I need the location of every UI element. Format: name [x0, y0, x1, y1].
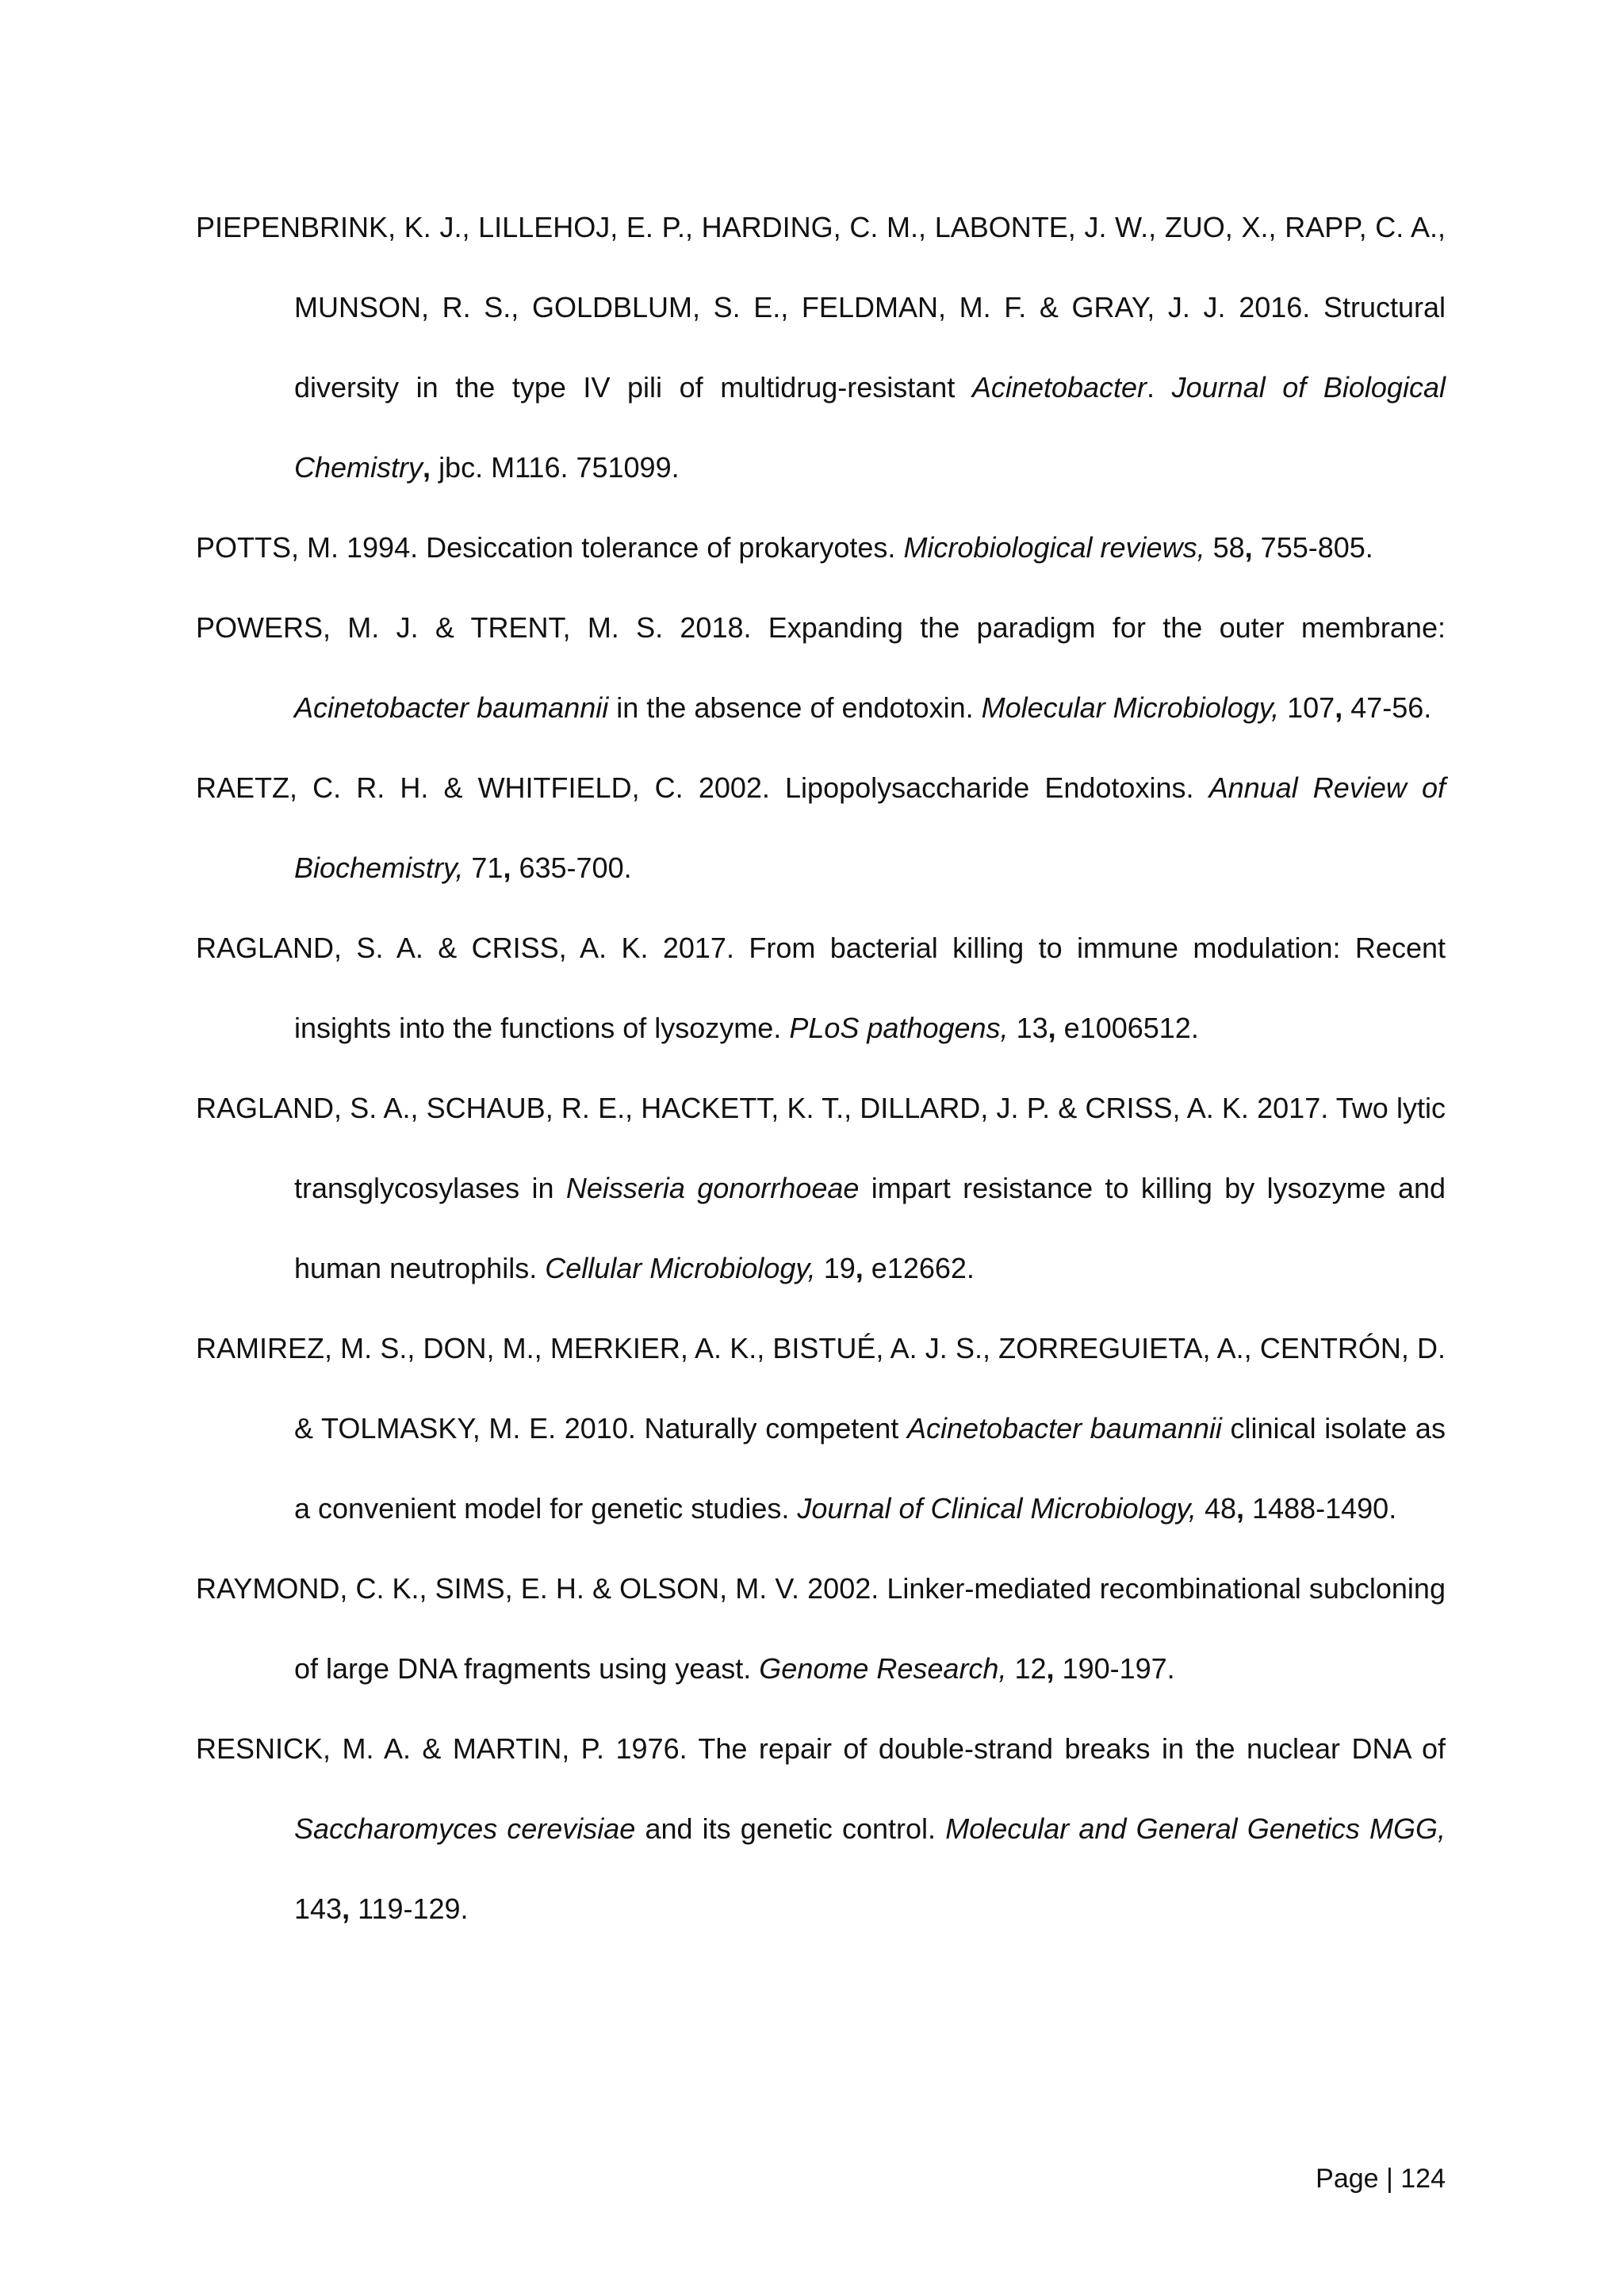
reference-comma: ,	[1335, 691, 1343, 724]
reference-title: Structural diversity in the type IV pili of multidrug-resistant	[294, 291, 1446, 404]
reference-pages: 755-805.	[1260, 531, 1373, 564]
reference-title-italic: Neisseria gonorrhoeae	[565, 1172, 860, 1204]
reference-volume: 48	[1204, 1492, 1236, 1525]
reference-authors: RAGLAND, S. A., SCHAUB, R. E., HACKETT, K. T., DILLARD, J. P. & CRISS, A. K.	[196, 1092, 1249, 1124]
reference-pages: 1488-1490.	[1252, 1492, 1397, 1525]
reference-title-italic: Saccharomyces cerevisiae	[294, 1812, 636, 1845]
reference-title-italic: Acinetobacter baumannii	[906, 1412, 1222, 1445]
reference-entry	[196, 187, 1446, 507]
reference-journal: Cellular Microbiology,	[545, 1252, 816, 1284]
reference-comma: ,	[1236, 1492, 1245, 1525]
reference-year: 2016.	[1239, 291, 1311, 323]
reference-entry	[196, 1548, 1446, 1709]
reference-journal: Molecular and General Genetics MGG,	[945, 1812, 1446, 1845]
reference-journal: Molecular Microbiology,	[981, 691, 1280, 724]
reference-volume: 71	[471, 851, 504, 884]
reference-title-end: impart resistance to killing by lysozyme and human neutrophils.	[294, 1172, 1446, 1284]
reference-authors: RAGLAND, S. A. & CRISS, A. K.	[196, 932, 649, 964]
reference-entry	[196, 1709, 1446, 1949]
reference-comma: ,	[1244, 531, 1253, 564]
reference-year: 1976.	[615, 1732, 688, 1765]
reference-comma: ,	[503, 851, 511, 884]
reference-title-end: and its genetic control.	[645, 1812, 936, 1845]
reference-authors: RESNICK, M. A. & MARTIN, P.	[196, 1732, 605, 1765]
reference-entry	[196, 908, 1446, 1068]
reference-pages: e12662.	[871, 1252, 975, 1284]
reference-authors: RAMIREZ, M. S., DON, M., MERKIER, A. K., BISTUÉ, A. J. S., ZORREGUIETA, A., CENTRÓN, D. & TOLMASKY, M. E.	[196, 1332, 1446, 1445]
reference-title: Linker-mediated recombinational subcloning of large DNA fragments using yeast.	[294, 1572, 1446, 1685]
reference-year: 2002.	[807, 1572, 879, 1605]
reference-pages: e1006512.	[1063, 1012, 1199, 1044]
reference-pages: 119-129.	[358, 1892, 469, 1925]
reference-entry	[196, 507, 1446, 587]
reference-title-end: clinical isolate as a convenient model for genetic studies.	[294, 1412, 1446, 1525]
reference-journal: Journal of Clinical Microbiology,	[797, 1492, 1197, 1525]
reference-comma: ,	[1048, 1012, 1056, 1044]
reference-title-italic: Acinetobacter	[971, 371, 1147, 404]
reference-pages: jbc. M116. 751099.	[439, 451, 680, 484]
reference-volume: 12	[1014, 1652, 1047, 1685]
reference-journal: Annual Review of Biochemistry,	[294, 771, 1446, 884]
reference-pages: 635-700.	[519, 851, 632, 884]
reference-authors: PIEPENBRINK, K. J., LILLEHOJ, E. P., HARDING, C. M., LABONTE, J. W., ZUO, X., RAPP, C. A., MUNSON, R. S., GOLDBLUM, S. E., FELDMAN, M. F. & GRAY, J. J.	[196, 211, 1446, 323]
reference-volume: 58	[1212, 531, 1245, 564]
reference-title-end: .	[1147, 371, 1155, 404]
reference-entry	[196, 1068, 1446, 1308]
reference-comma: ,	[342, 1892, 350, 1925]
reference-pages: 47-56.	[1350, 691, 1432, 724]
reference-list	[196, 187, 1446, 1949]
reference-title: Expanding the paradigm for the outer membrane:	[768, 611, 1446, 644]
reference-authors: POTTS, M.	[196, 531, 339, 564]
reference-volume: 143	[294, 1892, 343, 1925]
reference-year: 2017.	[662, 932, 734, 964]
reference-title-end: in the absence of endotoxin.	[616, 691, 974, 724]
reference-comma: ,	[423, 451, 431, 484]
reference-year: 2002.	[698, 771, 770, 804]
reference-entry	[196, 748, 1446, 908]
page-number: Page | 124	[1316, 2164, 1446, 2194]
reference-entry	[196, 1308, 1446, 1548]
reference-comma: ,	[1046, 1652, 1055, 1685]
reference-title: Desiccation tolerance of prokaryotes.	[426, 531, 896, 564]
reference-title: Naturally competent	[644, 1412, 899, 1445]
reference-authors: RAETZ, C. R. H. & WHITFIELD, C.	[196, 771, 684, 804]
reference-year: 2010.	[564, 1412, 636, 1445]
reference-title: Two lytic transglycosylases in	[294, 1092, 1446, 1204]
reference-authors: RAYMOND, C. K., SIMS, E. H. & OLSON, M. V.	[196, 1572, 800, 1605]
reference-pages: 190-197.	[1062, 1652, 1175, 1685]
reference-journal: Genome Research,	[759, 1652, 1007, 1685]
reference-comma: ,	[855, 1252, 864, 1284]
reference-authors: POWERS, M. J. & TRENT, M. S.	[196, 611, 664, 644]
reference-volume: 13	[1016, 1012, 1048, 1044]
reference-entry	[196, 587, 1446, 748]
reference-journal: PLoS pathogens,	[789, 1012, 1009, 1044]
reference-volume: 107	[1287, 691, 1335, 724]
reference-title-italic: Acinetobacter baumannii	[294, 691, 609, 724]
reference-title: Lipopolysaccharide Endotoxins.	[785, 771, 1194, 804]
reference-year: 1994.	[347, 531, 419, 564]
reference-volume: 19	[823, 1252, 856, 1284]
reference-journal: Journal of Biological Chemistry	[294, 371, 1446, 484]
reference-title: From bacterial killing to immune modulation: Recent insights into the functions of lysozyme.	[294, 932, 1446, 1044]
reference-year: 2017.	[1257, 1092, 1329, 1124]
reference-year: 2018.	[680, 611, 752, 644]
reference-title: The repair of double-strand breaks in the nuclear DNA of	[698, 1732, 1446, 1765]
reference-journal: Microbiological reviews,	[903, 531, 1205, 564]
